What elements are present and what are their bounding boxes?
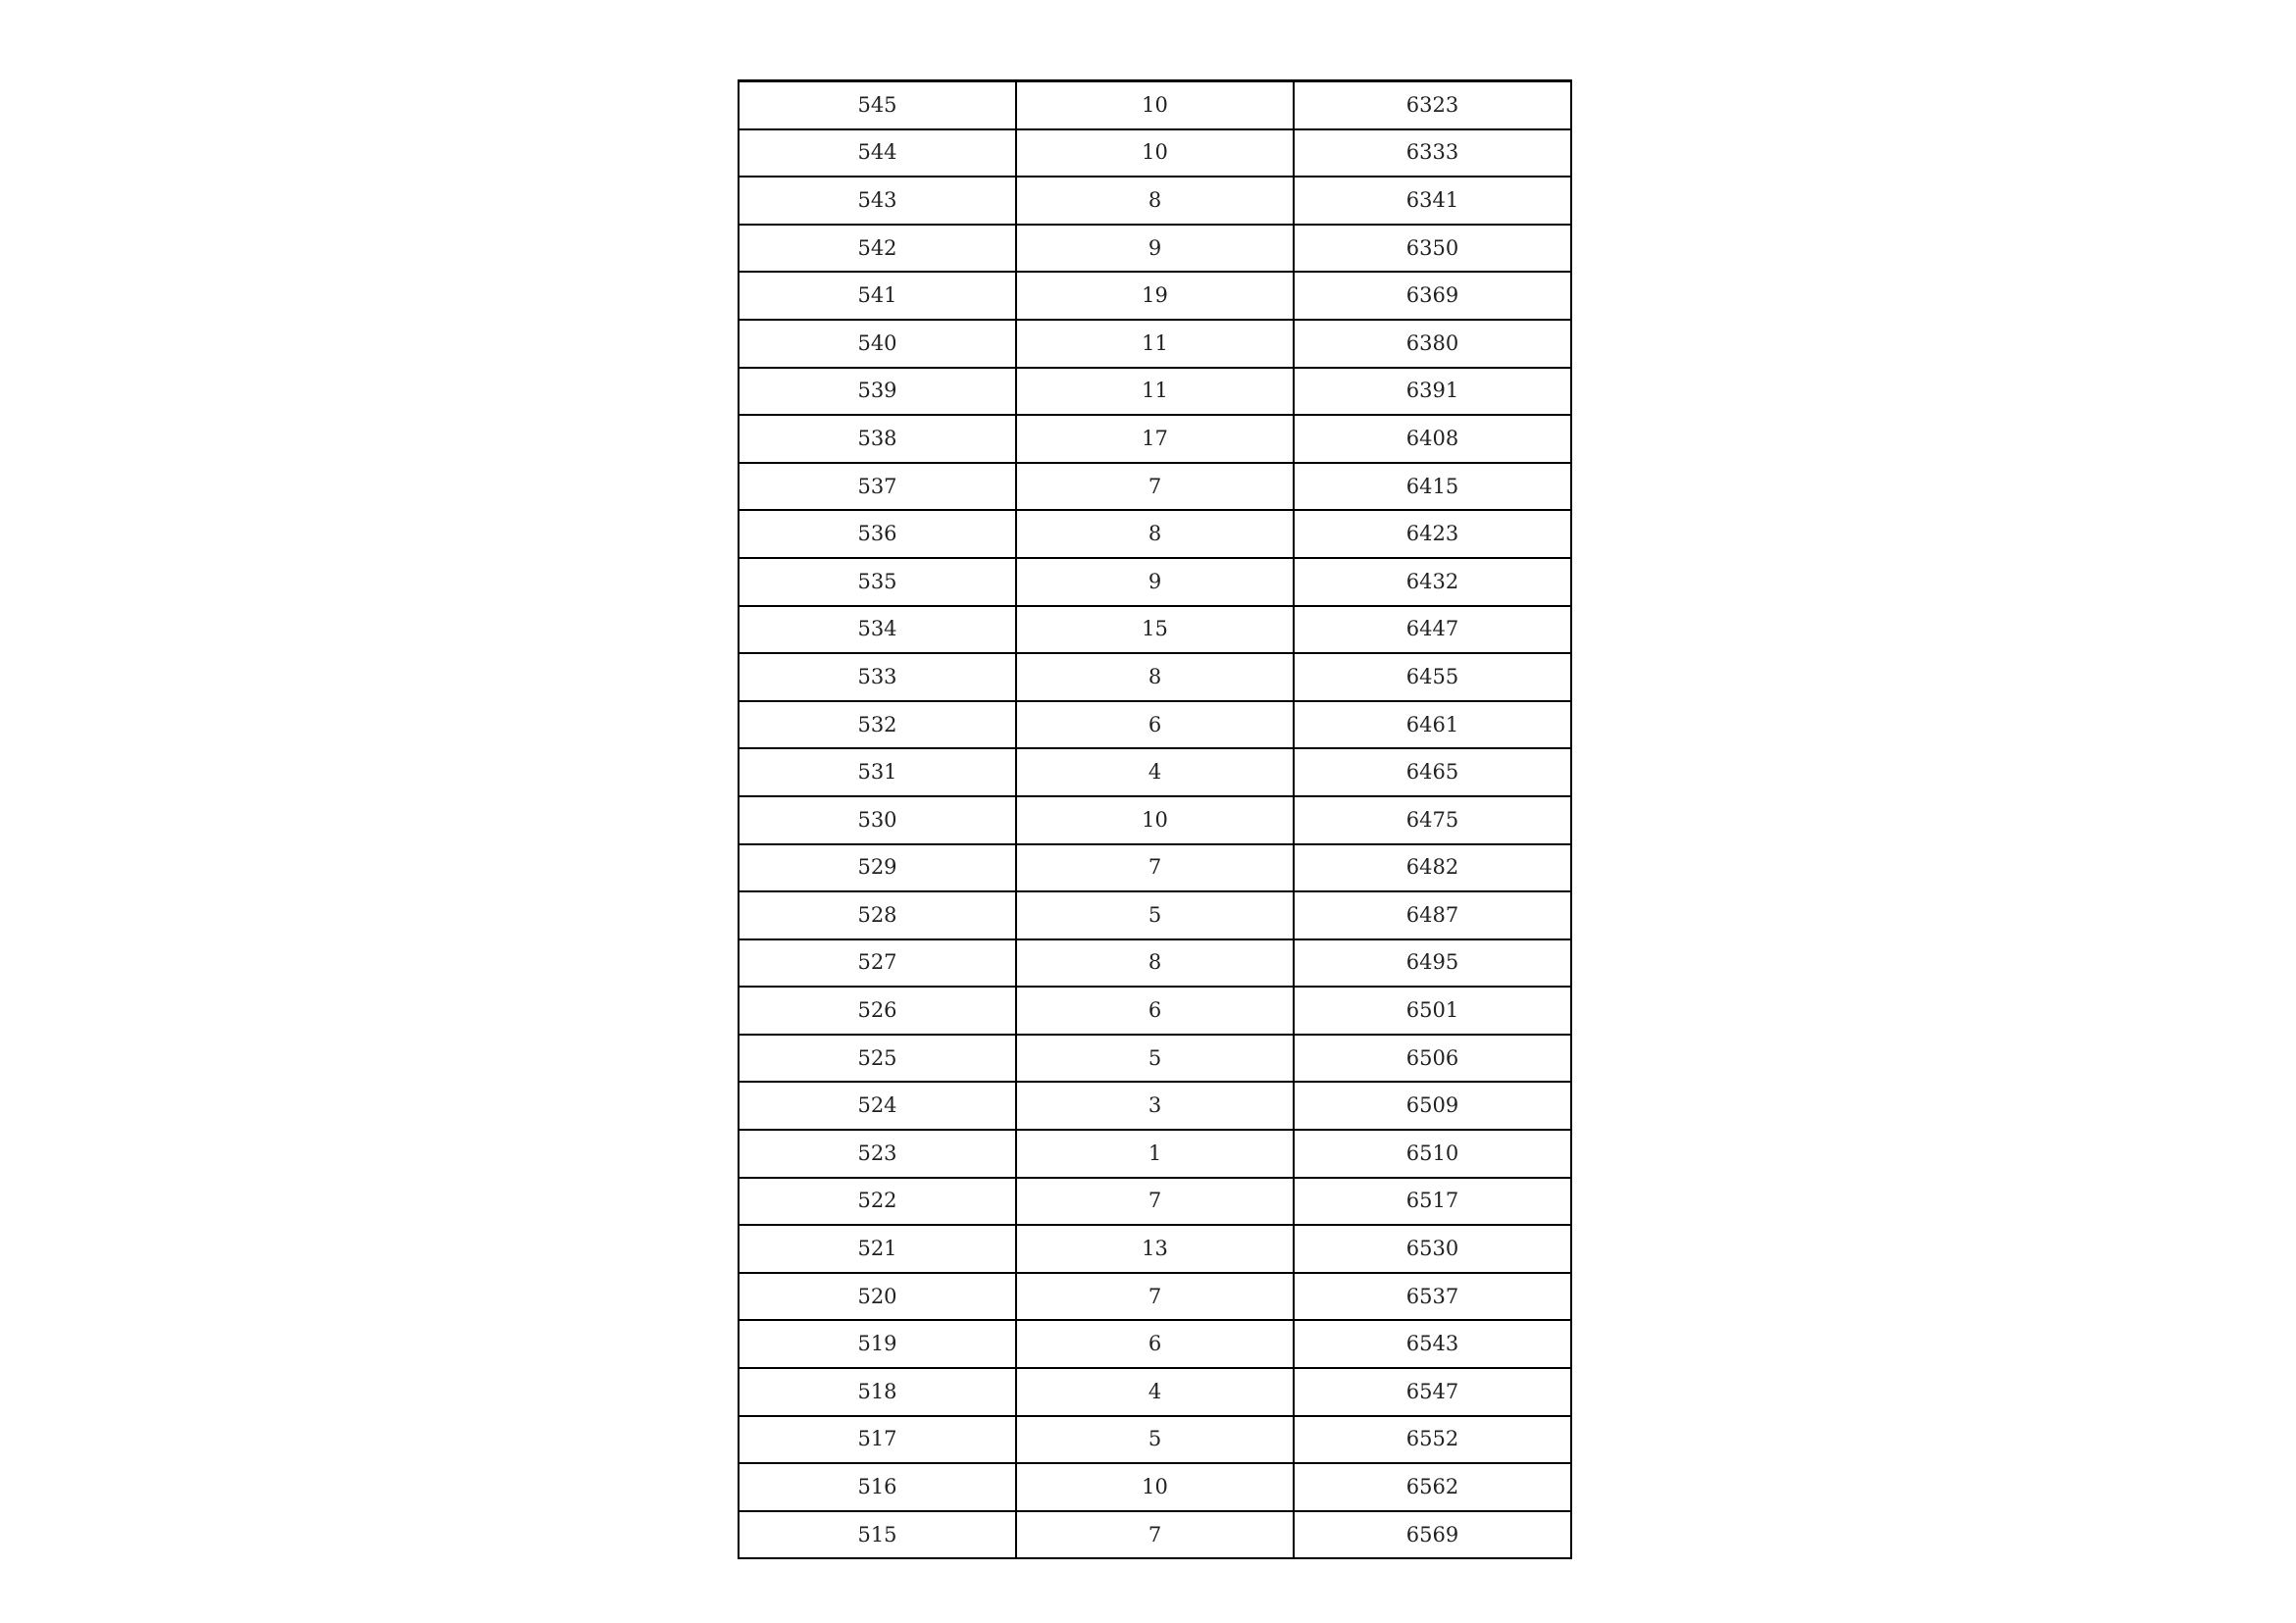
score-cell: 545 xyxy=(739,81,1016,129)
count-cell: 5 xyxy=(1016,1416,1294,1464)
count-cell: 17 xyxy=(1016,415,1294,463)
score-cell: 525 xyxy=(739,1035,1016,1083)
table-row xyxy=(739,606,1571,654)
score-cell: 535 xyxy=(739,558,1016,606)
count-cell: 8 xyxy=(1016,653,1294,701)
cumulative-cell: 6547 xyxy=(1294,1368,1571,1416)
score-cell: 536 xyxy=(739,510,1016,558)
table-row xyxy=(739,796,1571,844)
table-row xyxy=(739,1130,1571,1178)
cumulative-cell: 6509 xyxy=(1294,1082,1571,1130)
count-cell: 15 xyxy=(1016,606,1294,654)
count-cell: 11 xyxy=(1016,368,1294,416)
cumulative-cell: 6408 xyxy=(1294,415,1571,463)
score-cell: 539 xyxy=(739,368,1016,416)
table-row xyxy=(739,1368,1571,1416)
table-row xyxy=(739,225,1571,273)
table-row xyxy=(739,748,1571,796)
cumulative-cell: 6323 xyxy=(1294,81,1571,129)
count-cell: 7 xyxy=(1016,463,1294,511)
score-cell: 529 xyxy=(739,844,1016,892)
count-cell: 7 xyxy=(1016,1511,1294,1559)
cumulative-cell: 6510 xyxy=(1294,1130,1571,1178)
score-cell: 518 xyxy=(739,1368,1016,1416)
count-cell: 3 xyxy=(1016,1082,1294,1130)
table-row xyxy=(739,510,1571,558)
score-cell: 527 xyxy=(739,939,1016,988)
score-cell: 521 xyxy=(739,1225,1016,1273)
cumulative-cell: 6569 xyxy=(1294,1511,1571,1559)
score-cell: 543 xyxy=(739,177,1016,225)
cumulative-cell: 6391 xyxy=(1294,368,1571,416)
table-row xyxy=(739,987,1571,1035)
cumulative-cell: 6530 xyxy=(1294,1225,1571,1273)
score-cell: 537 xyxy=(739,463,1016,511)
score-cell: 526 xyxy=(739,987,1016,1035)
score-cell: 528 xyxy=(739,891,1016,939)
count-cell: 4 xyxy=(1016,1368,1294,1416)
count-cell: 9 xyxy=(1016,558,1294,606)
table-row xyxy=(739,1225,1571,1273)
score-cell: 516 xyxy=(739,1463,1016,1511)
count-cell: 8 xyxy=(1016,510,1294,558)
score-cell: 542 xyxy=(739,225,1016,273)
cumulative-cell: 6461 xyxy=(1294,701,1571,749)
count-cell: 8 xyxy=(1016,939,1294,988)
cumulative-cell: 6487 xyxy=(1294,891,1571,939)
count-cell: 4 xyxy=(1016,748,1294,796)
count-cell: 13 xyxy=(1016,1225,1294,1273)
cumulative-cell: 6465 xyxy=(1294,748,1571,796)
table-row xyxy=(739,939,1571,988)
score-cell: 533 xyxy=(739,653,1016,701)
score-cell: 538 xyxy=(739,415,1016,463)
cumulative-cell: 6543 xyxy=(1294,1320,1571,1368)
table-row xyxy=(739,701,1571,749)
count-cell: 11 xyxy=(1016,320,1294,368)
score-cell: 541 xyxy=(739,272,1016,320)
score-cell: 519 xyxy=(739,1320,1016,1368)
count-cell: 7 xyxy=(1016,1178,1294,1226)
table-row xyxy=(739,1178,1571,1226)
count-cell: 8 xyxy=(1016,177,1294,225)
cumulative-cell: 6369 xyxy=(1294,272,1571,320)
score-cell: 520 xyxy=(739,1273,1016,1321)
table-row xyxy=(739,653,1571,701)
cumulative-cell: 6495 xyxy=(1294,939,1571,988)
count-cell: 6 xyxy=(1016,701,1294,749)
cumulative-cell: 6380 xyxy=(1294,320,1571,368)
cumulative-cell: 6350 xyxy=(1294,225,1571,273)
table-row xyxy=(739,368,1571,416)
score-cell: 522 xyxy=(739,1178,1016,1226)
table-row xyxy=(739,1273,1571,1321)
cumulative-cell: 6432 xyxy=(1294,558,1571,606)
cumulative-cell: 6501 xyxy=(1294,987,1571,1035)
count-cell: 5 xyxy=(1016,891,1294,939)
cumulative-cell: 6506 xyxy=(1294,1035,1571,1083)
table-row xyxy=(739,1511,1571,1559)
table-row xyxy=(739,129,1571,178)
table-row xyxy=(739,844,1571,892)
score-cell: 515 xyxy=(739,1511,1016,1559)
cumulative-cell: 6562 xyxy=(1294,1463,1571,1511)
table-row xyxy=(739,415,1571,463)
count-cell: 7 xyxy=(1016,1273,1294,1321)
score-cell: 531 xyxy=(739,748,1016,796)
count-cell: 9 xyxy=(1016,225,1294,273)
cumulative-cell: 6341 xyxy=(1294,177,1571,225)
table-row xyxy=(739,463,1571,511)
score-cell: 524 xyxy=(739,1082,1016,1130)
cumulative-cell: 6552 xyxy=(1294,1416,1571,1464)
count-cell: 1 xyxy=(1016,1130,1294,1178)
score-cell: 540 xyxy=(739,320,1016,368)
count-cell: 6 xyxy=(1016,987,1294,1035)
count-cell: 10 xyxy=(1016,81,1294,129)
score-cell: 523 xyxy=(739,1130,1016,1178)
score-cell: 530 xyxy=(739,796,1016,844)
cumulative-cell: 6482 xyxy=(1294,844,1571,892)
cumulative-cell: 6423 xyxy=(1294,510,1571,558)
score-cell: 544 xyxy=(739,129,1016,178)
table-row xyxy=(739,1320,1571,1368)
cumulative-cell: 6475 xyxy=(1294,796,1571,844)
score-table xyxy=(738,79,1572,1559)
count-cell: 10 xyxy=(1016,1463,1294,1511)
count-cell: 19 xyxy=(1016,272,1294,320)
count-cell: 7 xyxy=(1016,844,1294,892)
cumulative-cell: 6447 xyxy=(1294,606,1571,654)
table-row xyxy=(739,272,1571,320)
cumulative-cell: 6415 xyxy=(1294,463,1571,511)
cumulative-cell: 6333 xyxy=(1294,129,1571,178)
count-cell: 10 xyxy=(1016,129,1294,178)
table-row xyxy=(739,1035,1571,1083)
count-cell: 5 xyxy=(1016,1035,1294,1083)
table-row xyxy=(739,1463,1571,1511)
cumulative-cell: 6537 xyxy=(1294,1273,1571,1321)
score-cell: 532 xyxy=(739,701,1016,749)
count-cell: 6 xyxy=(1016,1320,1294,1368)
table-body xyxy=(739,81,1571,1559)
cumulative-cell: 6517 xyxy=(1294,1178,1571,1226)
table-row xyxy=(739,1082,1571,1130)
table-row xyxy=(739,891,1571,939)
cumulative-cell: 6455 xyxy=(1294,653,1571,701)
score-cell: 534 xyxy=(739,606,1016,654)
table-row xyxy=(739,320,1571,368)
table-row xyxy=(739,1416,1571,1464)
table-row xyxy=(739,558,1571,606)
score-cell: 517 xyxy=(739,1416,1016,1464)
table-row xyxy=(739,177,1571,225)
table-row xyxy=(739,81,1571,129)
count-cell: 10 xyxy=(1016,796,1294,844)
